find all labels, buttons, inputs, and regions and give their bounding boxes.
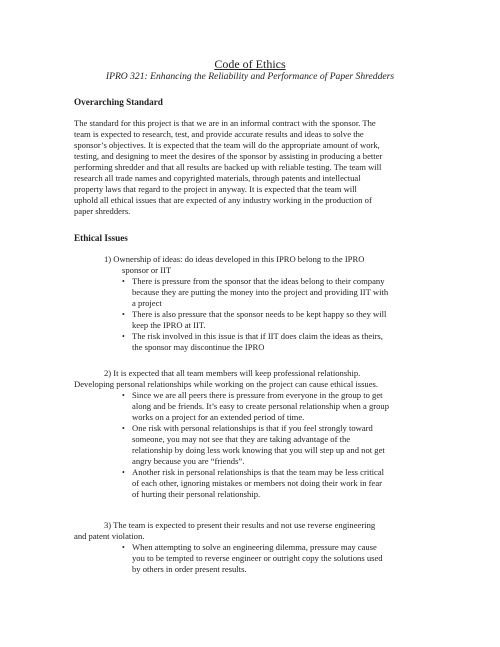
paragraph-line: sponsor’s objectives. It is expected that the team will do the appropriate amount of work, (74, 140, 380, 150)
list-item (122, 276, 442, 309)
paragraph-line: The standard for this project is that we are in an informal contract with the sponsor. The (74, 118, 376, 128)
issue-3-line: 3) The team is expected to present their results and not use reverse engineering (104, 520, 376, 530)
issue-2-bullets (122, 390, 442, 500)
bullet-icon: • (122, 277, 125, 286)
document-subtitle: IPRO 321: Enhancing the Reliability and Performance of Paper Shredders (105, 71, 395, 82)
bullet-line: When attempting to solve an engineering dilemma, pressure may cause (132, 542, 377, 552)
bullet-line: relationship by doing less work knowing that you will step up and not get (132, 445, 385, 455)
paragraph-line: uphold all ethical issues that are expected of any industry working in the production of (74, 195, 372, 205)
list-item (122, 390, 442, 423)
bullet-line: There is pressure from the sponsor that the ideas belong to their company (132, 276, 385, 286)
bullet-icon: • (122, 424, 125, 433)
bullet-line: along and be friends. It’s easy to create personal relationship when a group (132, 401, 390, 411)
bullet-line: of each other, ignoring mistakes or members not doing their work in fear (132, 478, 382, 488)
paragraph-line: performing shredder and that all results are backed up with reliable testing. The team will (74, 162, 382, 172)
bullet-line: by others in order present results. (132, 564, 247, 574)
list-item (122, 309, 442, 331)
document-title: Code of Ethics (214, 57, 286, 71)
bullet-icon: • (122, 468, 125, 477)
issue-2-line: Developing personal relationships while working on the project can cause ethical issues. (74, 379, 379, 389)
bullet-icon: • (122, 543, 125, 552)
ethical-issues-heading: Ethical Issues (74, 233, 128, 243)
bullet-line: the sponsor may discontinue the IPRO (132, 342, 265, 352)
list-item (122, 423, 442, 467)
paragraph-line: research all trade names and copyrighted materials, through patents and intellectual (74, 173, 361, 183)
overarching-heading: Overarching Standard (74, 97, 163, 107)
issue-3-bullets (122, 542, 442, 575)
list-item (122, 467, 442, 500)
bullet-line: a project (132, 298, 162, 308)
bullet-line: someone, you may not see that they are taking advantage of the (132, 434, 351, 444)
bullet-line: Another risk in personal relationships is that the team may be less critical (132, 467, 385, 477)
bullet-line: works on a project for an extended period of time. (132, 412, 305, 422)
bullet-icon: • (122, 310, 125, 319)
issue-1-line: sponsor or IIT (122, 265, 172, 275)
list-item (122, 542, 442, 575)
bullet-line: angry because you are “friends”. (132, 456, 245, 466)
bullet-icon: • (122, 391, 125, 400)
bullet-icon: • (122, 332, 125, 341)
bullet-line: because they are putting the money into the project and providing IIT with (132, 287, 389, 297)
paragraph-line: team is expected to research, test, and provide accurate results and ideas to solve the (74, 129, 364, 139)
issue-1-bullets (122, 276, 442, 353)
paragraph-line: testing, and designing to meet the desires of the sponsor by assisting in producing a better (74, 151, 383, 161)
bullet-line: Since we are all peers there is pressure from everyone in the group to get (132, 390, 383, 400)
bullet-line: of hurting their personal relationship. (132, 489, 261, 499)
bullet-line: One risk with personal relationships is that if you feel strongly toward (132, 423, 373, 433)
list-item (122, 331, 442, 353)
issue-3-line: and patent violation. (74, 531, 145, 541)
issue-1-line: 1) Ownership of ideas: do ideas developed in this IPRO belong to the IPRO (104, 254, 365, 264)
overarching-paragraph (74, 118, 434, 217)
paragraph-line: property laws that regard to the project in anyway. It is expected that the team will (74, 184, 357, 194)
bullet-line: There is also pressure that the sponsor needs to be kept happy so they will (132, 309, 387, 319)
bullet-line: The risk involved in this issue is that if IIT does claim the ideas as theirs, (132, 331, 383, 341)
paragraph-line: paper shredders. (74, 206, 131, 216)
issue-2-line: 2) It is expected that all team members will keep professional relationship. (104, 368, 361, 378)
bullet-line: keep the IPRO at IIT. (132, 320, 206, 330)
bullet-line: you to be tempted to reverse engineer or outright copy the solutions used (132, 553, 383, 563)
